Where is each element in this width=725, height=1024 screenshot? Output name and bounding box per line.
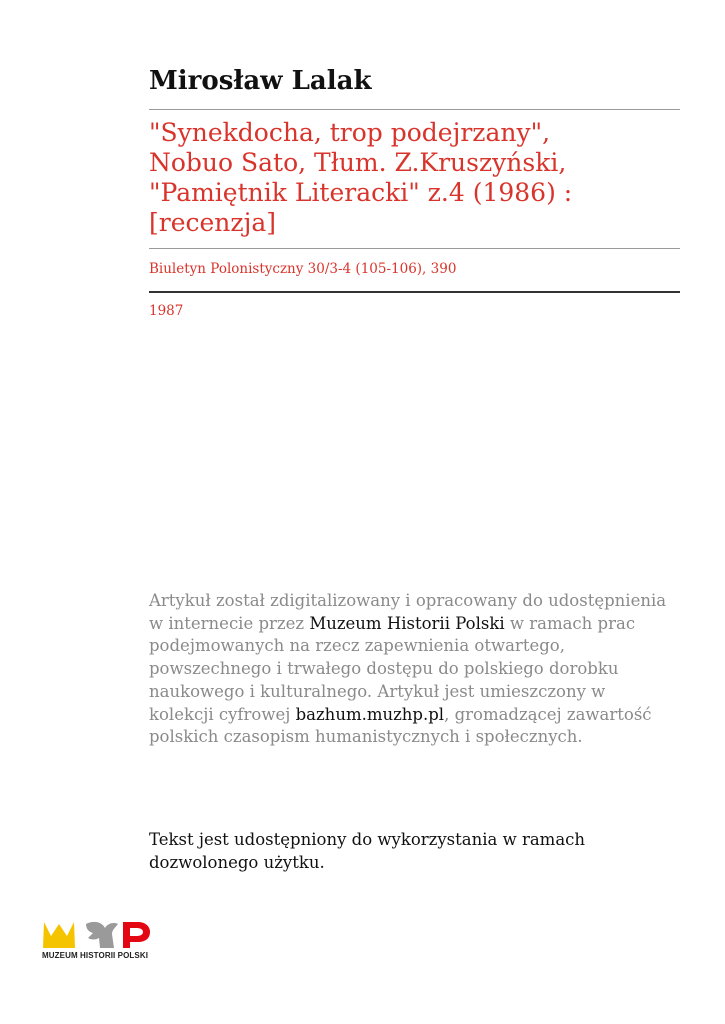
logo-caption: MUZEUM HISTORII POLSKI — [42, 951, 149, 960]
digitization-note — [149, 590, 669, 749]
title-line: [recenzja] — [149, 208, 276, 237]
publication-year: 1987 — [149, 303, 184, 319]
title-line: "Pamiętnik Literacki" z.4 (1986) : — [149, 178, 573, 207]
collection-link[interactable]: bazhum.muzhp.pl — [295, 704, 445, 724]
divider-bottom — [149, 291, 680, 293]
title-line: Nobuo Sato, Tłum. Z.Kruszyński, — [149, 148, 567, 177]
note-text: , gromadzącej zawartość polskich czasopism humanistycznych i społecznych. — [149, 704, 652, 747]
museum-logo-mark — [42, 918, 154, 952]
note-text: Artykuł został zdigitalizowany i opracowany do udostępnienia w internecie przez — [149, 591, 667, 633]
source-citation: Biuletyn Polonistyczny 30/3-4 (105-106), 390 — [149, 261, 457, 277]
note-text: w ramach prac podejmowanych na rzecz zapewnienia otwartego, powszechnego i trwałego dostępu do polskiego dorobku naukowego i kulturalnego. Artykuł jest umieszczony w kolekcji cyfrowej — [149, 613, 636, 724]
logo-yellow-crown — [43, 922, 75, 948]
institution-name: Muzeum Historii Polski — [309, 613, 505, 633]
logo-gray-eagle — [86, 922, 118, 948]
divider-top — [149, 109, 680, 110]
title-line: "Synekdocha, trop podejrzany", — [149, 118, 551, 147]
museum-logo — [42, 918, 154, 966]
divider-middle — [149, 248, 680, 249]
license-note: Tekst jest udostępniony do wykorzystania w ramach dozwolonego użytku. — [149, 830, 586, 872]
logo-red-letter — [123, 922, 150, 948]
author-name: Mirosław Lalak — [149, 66, 372, 96]
article-title — [149, 118, 689, 238]
